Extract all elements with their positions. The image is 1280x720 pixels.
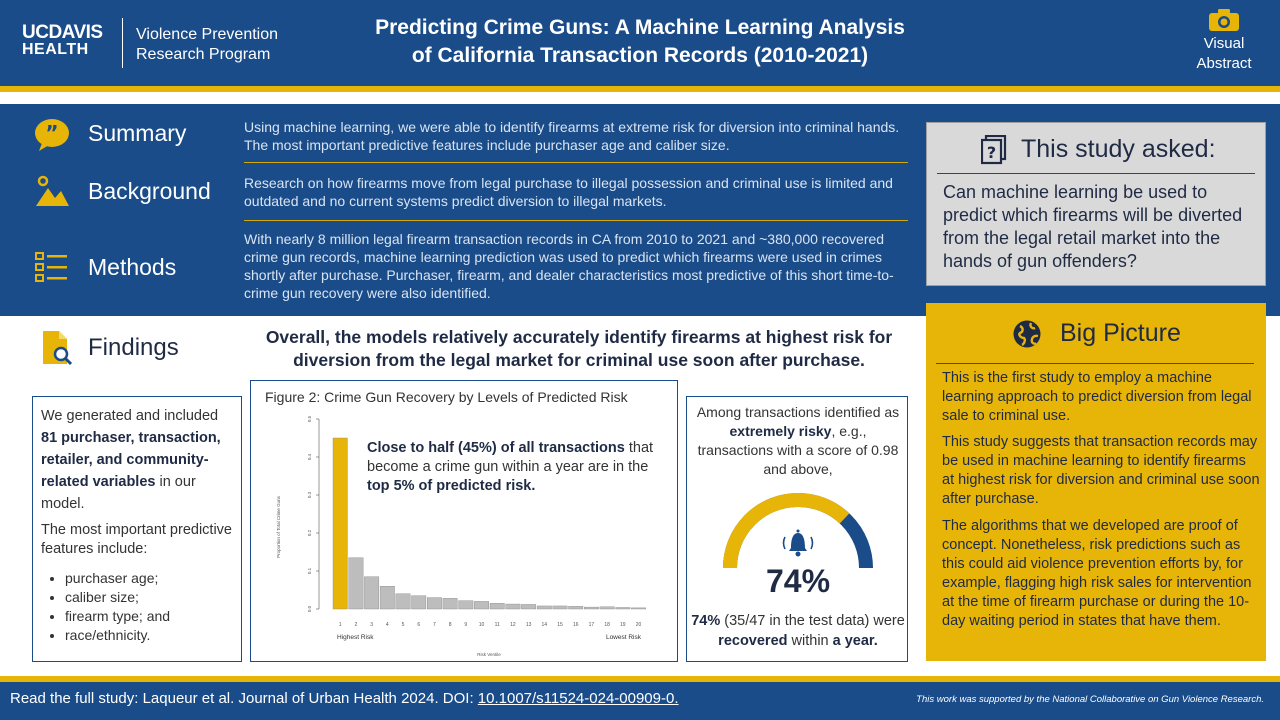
chart-bar: [569, 606, 583, 609]
chart-y-tick-label: 0.0: [307, 605, 312, 613]
chart-x-tick-label: 8: [448, 622, 452, 628]
chart-y-tick-label: 0.5: [307, 415, 312, 423]
funding-note: This work was supported by the National Collaborative on Gun Violence Research.: [916, 694, 1264, 705]
annotation-bold-2: top 5% of predicted risk.: [367, 478, 536, 494]
chart-x-tick-label: 15: [557, 622, 563, 628]
quote-bubble-icon: [34, 118, 70, 152]
program-line2: Research Program: [136, 46, 271, 63]
study-question-box: [926, 122, 1266, 286]
citation-text: Read the full study: Laqueur et al. Journal of Urban Health 2024. DOI:: [10, 690, 478, 707]
chart-x-tick-label: 1: [338, 622, 342, 628]
recovered-bold-2: recovered: [718, 633, 788, 649]
list-icon: [34, 250, 68, 284]
chart-title: Figure 2: Crime Gun Recovery by Levels of Predicted Risk: [265, 389, 628, 405]
chart-bar: [380, 586, 394, 609]
background-text: Research on how firearms move from legal purchase to illegal possession and criminal use is limited and outdated and no current systems predict diversion to illegal markets.: [244, 175, 893, 209]
recovered-text: [691, 611, 905, 651]
chart-bar: [553, 606, 567, 609]
divider: [937, 173, 1255, 174]
chart-x-tick-label: 19: [620, 622, 626, 628]
risk-bar-chart: [251, 381, 679, 663]
list-item: • purchaser age;: [65, 569, 233, 588]
big-picture-paragraph-2: This study suggests that transaction records may be used in machine learning to identify firearms at highest risk for diversion and criminal use soon after purchase.: [942, 434, 1260, 507]
logo-line2: HEALTH: [22, 41, 89, 58]
feature-list: [65, 569, 233, 645]
divider: [244, 162, 908, 163]
chart-left-label: Highest Risk: [337, 634, 374, 641]
chart-x-tick-label: 7: [433, 622, 436, 628]
visual-line2: Abstract: [1196, 55, 1252, 72]
figure-2-box: [250, 380, 678, 662]
chart-bar: [521, 604, 535, 609]
extreme-risk-text: [691, 403, 905, 479]
chart-bar: [631, 608, 645, 609]
question-document-icon: [981, 135, 1007, 165]
big-picture-heading: Big Picture: [1060, 319, 1181, 347]
big-picture-paragraph-1: This is the first study to employ a machine learning approach to predict diversion from legal sale to criminal use.: [942, 370, 1252, 424]
annotation-mid: that become a crime gun within a year are in the: [367, 440, 654, 475]
chart-bar: [364, 577, 378, 609]
summary-text: Using machine learning, we were able to identify firearms at extreme risk for diversion into criminal hands. The most important predictive features include purchaser age and caliber size.: [244, 119, 900, 153]
list-item: • race/ethnicity.: [65, 626, 233, 645]
chart-bar: [537, 606, 551, 609]
gauge-fill: [730, 500, 845, 568]
background-label: Background: [88, 178, 211, 204]
visual-abstract-badge: [1186, 8, 1262, 74]
extreme-risk-b: , e.g., transactions with a score of 0.98 and above,: [697, 423, 899, 477]
divider: [244, 220, 908, 221]
chart-x-tick-label: 4: [385, 622, 389, 628]
extreme-risk-bold: extremely risky: [729, 423, 832, 439]
findings-headline: Overall, the models relatively accurately identify firearms at highest risk for diversion from the legal market for criminal use soon after purchase.: [265, 327, 893, 370]
chart-bar: [443, 598, 457, 609]
logo-line1: UCDAVIS: [22, 22, 103, 43]
chart-bar: [427, 598, 441, 609]
chart-y-tick-label: 0.1: [307, 567, 312, 575]
variables-text-b: in our model.: [41, 474, 196, 512]
citation: [10, 690, 679, 707]
chart-bar: [333, 438, 347, 609]
chart-y-tick-label: 0.3: [307, 491, 312, 499]
chart-x-tick-label: 3: [370, 622, 374, 628]
chart-bar: [396, 594, 410, 609]
bell-icon: [784, 530, 813, 557]
program-name: [136, 25, 278, 65]
chart-x-tick-label: 16: [572, 622, 579, 628]
chart-bar: [600, 607, 614, 609]
variables-text: [41, 405, 233, 515]
ucdavis-health-logo: [22, 24, 103, 58]
chart-x-tick-label: 5: [401, 622, 405, 628]
doi-link[interactable]: 10.1007/s11524-024-00909-0.: [477, 690, 679, 707]
chart-x-tick-label: 10: [478, 622, 485, 628]
title-line2: of California Transaction Records (2010-2021): [411, 44, 869, 67]
list-item: • caliber size;: [65, 588, 233, 607]
chart-x-tick-label: 13: [525, 622, 532, 628]
variables-box: [32, 396, 242, 662]
chart-right-label: Lowest Risk: [605, 634, 641, 641]
chart-bar: [490, 603, 504, 609]
features-intro: The most important predictive features include:: [41, 522, 232, 557]
chart-x-tick-label: 2: [354, 622, 358, 628]
variables-text-a: We generated and included: [41, 408, 219, 424]
chart-x-tick-label: 12: [510, 622, 516, 628]
chart-x-tick-label: 20: [635, 622, 642, 628]
extreme-risk-a: Among transactions identified as: [696, 404, 900, 420]
program-line1: Violence Prevention: [136, 26, 279, 43]
chart-annotation: [367, 439, 657, 496]
summary-label: Summary: [88, 120, 187, 146]
globe-icon: [1012, 319, 1042, 349]
recovered-bold: 74%: [691, 613, 721, 629]
document-search-icon: [40, 330, 74, 366]
study-question-text: Can machine learning be used to predict which firearms will be diverted from the legal retail market into the hands of gun offenders?: [943, 182, 1243, 271]
extreme-risk-box: [686, 396, 908, 662]
footer-bar: [0, 682, 1280, 720]
gauge-value: 74%: [765, 563, 831, 599]
camera-icon: [1208, 8, 1240, 32]
chart-x-tick-label: 6: [417, 622, 421, 628]
chart-xlabel: Risk Ventile: [477, 652, 501, 657]
chart-x-tick-label: 18: [604, 622, 610, 628]
chart-bar: [584, 607, 598, 609]
title-line1: Predicting Crime Guns: A Machine Learning Analysis: [375, 16, 905, 39]
recovered-b: within: [787, 633, 833, 649]
list-item: • firearm type; and: [65, 607, 233, 626]
chart-x-tick-label: 11: [494, 622, 500, 628]
page-title: [360, 14, 920, 70]
gold-stripe-top: [0, 86, 1280, 92]
variables-text-bold: 81 purchaser, transaction, retailer, and community-related variables: [41, 430, 221, 490]
big-picture-box: [926, 303, 1266, 661]
svg-text:?: ?: [986, 143, 997, 162]
recovered-a: (35/47 in the test data) were: [720, 613, 905, 629]
methods-text: With nearly 8 million legal firearm transaction records in CA from 2010 to 2021 and ~380,000 recovered crime gun records, machine learning prediction was used to predict which firearms were used in crimes shortly after purchase. Purchaser, firearm, and dealer characteristics most predictive of this short time-to-crime gun recovery were also identified.: [244, 231, 894, 301]
svg-text:”: ”: [45, 121, 59, 145]
chart-x-tick-label: 14: [541, 622, 548, 628]
chart-y-tick-label: 0.2: [307, 529, 312, 537]
logo-divider: [122, 18, 123, 68]
methods-label: Methods: [88, 254, 177, 280]
chart-bar: [349, 558, 363, 609]
findings-label: Findings: [88, 334, 179, 361]
recovered-bold-3: a year.: [832, 633, 878, 649]
divider: [936, 363, 1254, 364]
chart-x-tick-label: 17: [588, 622, 595, 628]
big-picture-paragraph-3: The algorithms that we developed are proof of concept. Nonetheless, risk predictions such as this could aid violence prevention efforts by, for example, flagging high risk sales for intervention at the time of firearm purchase or during the 10-day waiting period in states that have them.: [942, 518, 1252, 629]
study-question-heading: This study asked:: [1021, 135, 1216, 163]
chart-x-tick-label: 9: [464, 622, 468, 628]
landscape-icon: [34, 174, 70, 208]
chart-y-tick-label: 0.4: [307, 453, 312, 461]
chart-bar: [412, 596, 426, 609]
chart-bar: [506, 604, 520, 609]
chart-ylabel: Proportion of Total Crime Guns: [276, 496, 281, 558]
visual-line1: Visual: [1203, 35, 1245, 52]
chart-bar: [474, 601, 488, 609]
chart-bar: [616, 607, 630, 609]
header-bar: [0, 0, 1280, 86]
annotation-bold-1: Close to half (45%) of all transactions: [367, 440, 625, 456]
chart-bar: [459, 601, 473, 609]
